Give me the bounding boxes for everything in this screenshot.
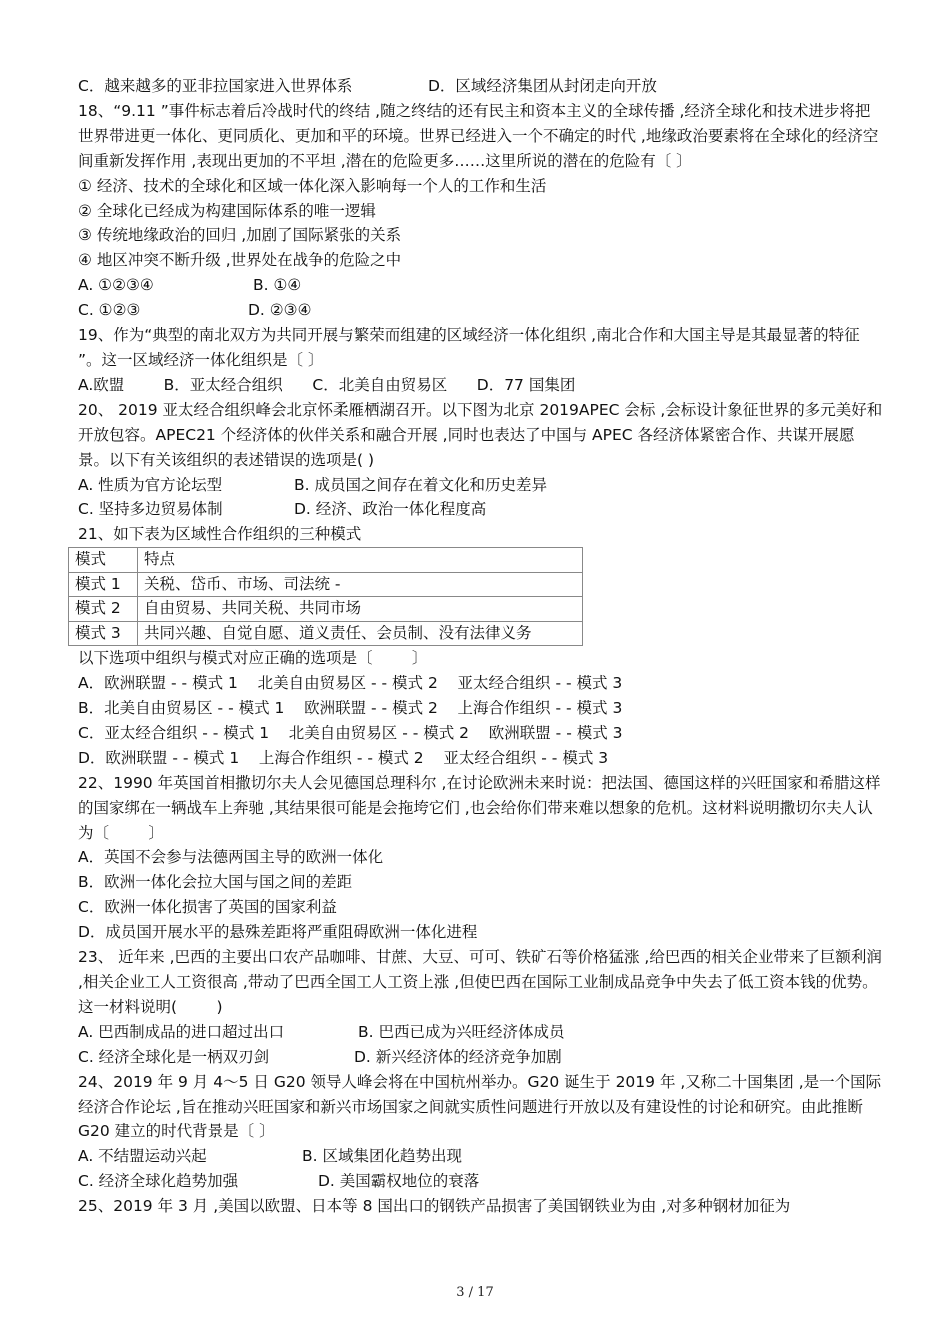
q22-option-a: A．英国不会参与法德两国主导的欧洲一体化: [78, 848, 384, 867]
table-row: [69, 597, 583, 622]
q24-option-a: A. 不结盟运动兴起: [78, 1147, 207, 1166]
q21-stem: 21、如下表为区域性合作组织的三种模式: [78, 525, 362, 544]
q23-options-ab: [68, 1020, 884, 1045]
table-row: [69, 572, 583, 597]
q21-option-d: D．欧洲联盟 - - 模式 1 上海合作组织 - - 模式 2 亚太经合组织 - - 模式 3: [78, 748, 609, 767]
q21-option-a: A．欧洲联盟 - - 模式 1 北美自由贸易区 - - 模式 2 亚太经合组织 - - 模式 3: [78, 674, 623, 693]
table-cell: 模式 2: [69, 597, 138, 622]
q23-options-cd: [68, 1045, 884, 1070]
q20-options-cd: [68, 497, 884, 522]
q19-stem: 19、作为“典型的南北双方为共同开展与繁荣而组建的区域经济一体化组织 ,南北合作和大国主导是其最显著的特征 ”。这一区域经济一体化组织是〔 〕: [78, 326, 860, 369]
q24-option-d: D. 美国霸权地位的衰落: [318, 1172, 480, 1191]
q18-option-d: D. ②③④: [248, 301, 312, 320]
q25-stem: 25、2019 年 3 月 ,美国以欧盟、日本等 8 国出口的钢铁产品损害了美国钢铁业为由 ,对多种钢材加征为: [78, 1197, 791, 1216]
table-header-cell: 特点: [138, 548, 583, 573]
q21-option-c: C．亚太经合组织 - - 模式 1 北美自由贸易区 - - 模式 2 欧洲联盟 - - 模式 3: [78, 723, 623, 742]
q22-stem: 22、1990 年英国首相撒切尔夫人会见德国总理科尔 ,在讨论欧洲未来时说：把法国、德国这样的兴旺国家和希腊这样的国家绑在一辆战车上奔驰 ,其结果很可能是会拖垮它们 ,也会给你们带来难以想象的危机。这材料说明撒切尔夫人认为〔 〕: [78, 773, 881, 842]
q17-options-cd: [68, 74, 884, 99]
q20-option-c: C. 坚持多边贸易体制: [78, 500, 223, 519]
q23-option-b: B. 巴西已成为兴旺经济体成员: [358, 1022, 565, 1041]
q24-option-c: C. 经济全球化趋势加强: [78, 1172, 239, 1191]
q18-options-cd: [68, 298, 884, 323]
q18-item-1: ① 经济、技术的全球化和区域一体化深入影响每一个人的工作和生活: [78, 176, 547, 195]
q19-options: A.欧盟 B．亚太经合组织 C．北美自由贸易区 D．77 国集团: [78, 375, 576, 394]
q23-option-d: D. 新兴经济体的经济竞争加剧: [354, 1047, 562, 1066]
q17-option-d: D．区域经济集团从封闭走向开放: [428, 77, 657, 95]
table-cell: 模式 3: [69, 621, 138, 646]
q18-item-4: ④ 地区冲突不断升级 ,世界处在战争的危险之中: [78, 251, 402, 270]
document-page: [68, 74, 887, 1219]
table-header-row: [69, 548, 583, 573]
q21-option-b: B．北美自由贸易区 - - 模式 1 欧洲联盟 - - 模式 2 上海合作组织 - - 模式 3: [78, 699, 623, 718]
q24-option-b: B. 区域集团化趋势出现: [302, 1147, 462, 1166]
q20-option-a: A. 性质为官方论坛型: [78, 475, 223, 494]
q21-question: 以下选项中组织与模式对应正确的选项是〔 〕: [78, 649, 428, 668]
q20-option-b: B. 成员国之间存在着文化和历史差异: [294, 475, 547, 494]
q24-options-cd: [68, 1169, 884, 1194]
q18-item-3: ③ 传统地缘政治的回归 ,加剧了国际紧张的关系: [78, 226, 402, 245]
q20-options-ab: [68, 473, 884, 498]
page-number: 3 / 17: [456, 1285, 494, 1300]
q23-option-c: C. 经济全球化是一柄双刃剑: [78, 1047, 270, 1066]
q18-option-a: A. ①②③④: [78, 276, 154, 295]
q18-stem: 18、“9.11 ”事件标志着后冷战时代的终结 ,随之终结的还有民主和资本主义的全球传播 ,经济全球化和技术进步将把世界带进更一体化、更同质化、更加和平的环境。世界已经进入一个不确定的时代 ,地缘政治要素将在全球化的经济空间重新发挥作用 ,表现出更加的不平坦 ,潜在的危险更多……这里所说的潜在的危险有〔 〕: [78, 101, 879, 170]
q18-option-c: C. ①②③: [78, 301, 141, 320]
q17-option-c: C．越来越多的亚非拉国家进入世界体系: [78, 77, 353, 95]
table-cell: 关税、岱币、市场、司法统 -: [138, 572, 583, 597]
q24-options-ab: [68, 1144, 884, 1169]
table-row: [69, 621, 583, 646]
q18-item-2: ② 全球化已经成为构建国际体系的唯一逻辑: [78, 201, 376, 220]
q22-option-d: D．成员国开展水平的悬殊差距将严重阻碍欧洲一体化进程: [78, 923, 478, 942]
q22-option-c: C．欧洲一体化损害了英国的国家利益: [78, 898, 337, 917]
q23-stem: 23、 近年来 ,巴西的主要出口农产品咖啡、甘蔗、大豆、可可、铁矿石等价格猛涨 ,给巴西的相关企业带来了巨额利润 ,相关企业工人工资很高 ,带动了巴西全国工人工资上涨 ,但使巴西在国际工业制成品竞争中失去了低工资本钱的优势。这一材料说明( ): [78, 948, 887, 1016]
q21-modes-table: [68, 547, 583, 646]
table-cell: 共同兴趣、自觉自愿、道义责任、会员制、没有法律义务: [138, 621, 583, 646]
table-cell: 自由贸易、共同关税、共同市场: [138, 597, 583, 622]
q18-option-b: B. ①④: [253, 276, 302, 295]
q18-options-ab: [68, 273, 884, 298]
q24-stem: 24、2019 年 9 月 4～5 日 G20 领导人峰会将在中国杭州举办。G20 诞生于 2019 年 ,又称二十国集团 ,是一个国际经济合作论坛 ,旨在推动兴旺国家和新兴市场国家之间就实质性问题进行开放以及有建设性的讨论和研究。由此推断 G20 建立的时代背景是〔 〕: [78, 1072, 882, 1141]
q20-option-d: D. 经济、政治一体化程度高: [294, 500, 487, 519]
q20-stem: 20、 2019 亚太经合组织峰会北京怀柔雁栖湖召开。以下图为北京 2019APEC 会标 ,会标设计象征世界的多元美好和开放包容。APEC21 个经济体的伙伴关系和融合开展 ,同时也表达了中国与 APEC 各经济体紧密合作、共谋开展愿景。以下有关该组织的表述错误的选项是( ): [78, 400, 883, 469]
table-cell: 模式 1: [69, 572, 138, 597]
q22-option-b: B．欧洲一体化会拉大国与国之间的差距: [78, 873, 353, 892]
table-header-cell: 模式: [69, 548, 138, 573]
q23-option-a: A. 巴西制成品的进口超过出口: [78, 1022, 285, 1041]
